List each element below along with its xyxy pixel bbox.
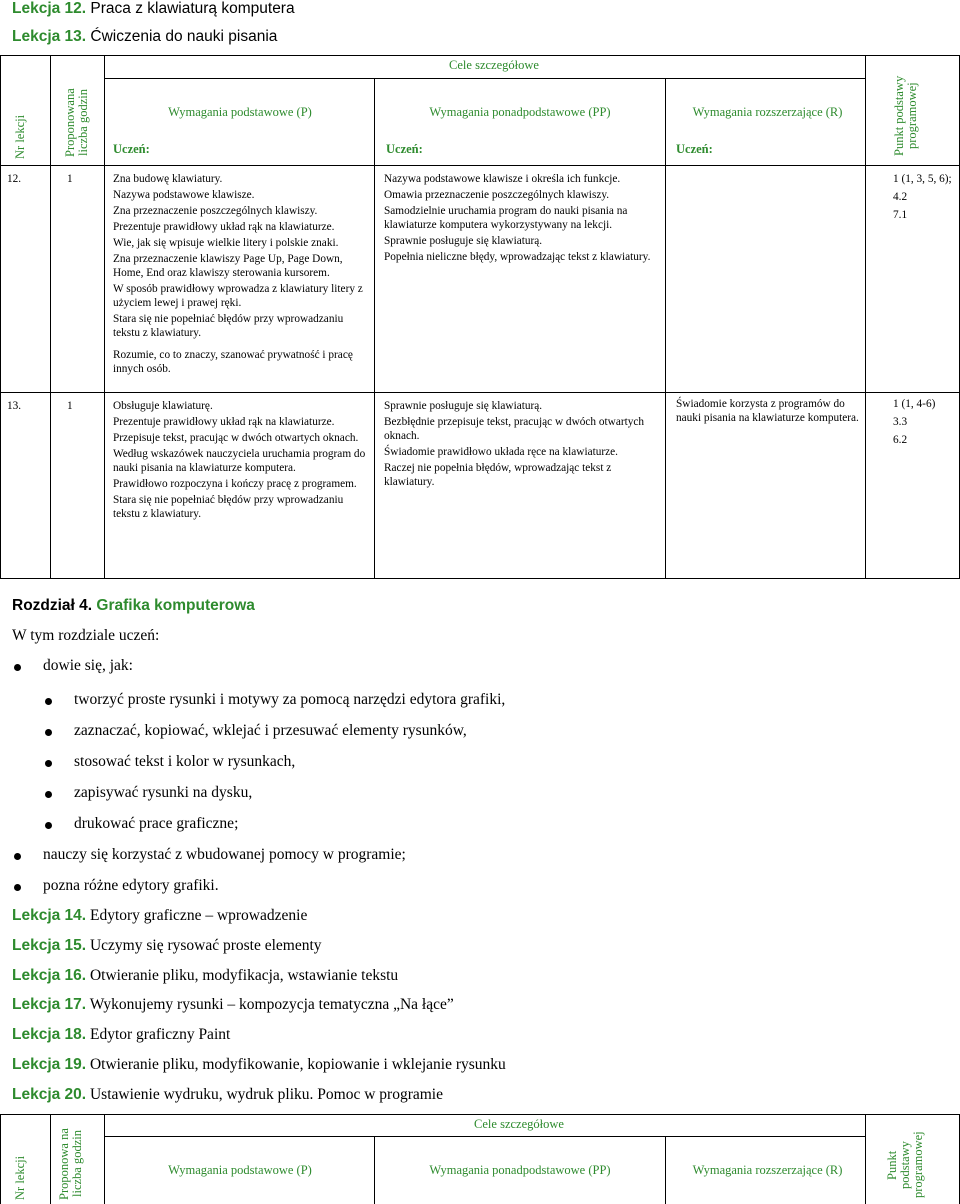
col-pp-header: Wymagania ponadpodstawowe (PP) xyxy=(429,1163,611,1177)
bullet-text: pozna różne edytory grafiki. xyxy=(43,877,219,894)
bullet-dot xyxy=(45,729,52,736)
point-item: 1 (1, 3, 5, 6); xyxy=(893,173,952,185)
bullet-item xyxy=(43,846,406,864)
bullet-dot xyxy=(45,822,52,829)
point-item: 1 (1, 4-6) xyxy=(893,398,936,410)
chapter-heading xyxy=(12,597,255,615)
bullet-dot xyxy=(45,760,52,767)
row-13-points xyxy=(893,397,955,450)
lesson-label: Lekcja 19. xyxy=(12,1056,87,1073)
goals-header: Cele szczegółowe xyxy=(474,1117,564,1131)
col-hours-header: Proponowana liczba godzin xyxy=(63,88,90,158)
lesson-label: Lekcja 15. xyxy=(12,937,87,954)
req-item: Przepisuje tekst, pracując w dwóch otwartych oknach. xyxy=(113,432,359,444)
lesson-title: Edytory graficzne – wprowadzenie xyxy=(89,907,308,924)
lesson-13-heading xyxy=(12,28,277,46)
bullet-item xyxy=(43,657,133,675)
row-13-nr: 13. xyxy=(7,400,22,412)
lesson-title: Ustawienie wydruku, wydruk pliku. Pomoc w programie xyxy=(89,1086,443,1103)
bullet-text: zapisywać rysunki na dysku, xyxy=(74,784,253,801)
lesson-14-heading xyxy=(12,907,307,925)
req-item: Popełnia nieliczne błędy, wprowadzając tekst z klawiatury. xyxy=(384,251,651,263)
req-item: Prezentuje prawidłowy układ rąk na klawiaturze. xyxy=(113,416,335,428)
lesson-20-heading xyxy=(12,1086,443,1104)
col-r-header: Wymagania rozszerzające (R) xyxy=(692,1163,843,1177)
lesson-title: Otwieranie pliku, modyfikowanie, kopiowanie i wklejanie rysunku xyxy=(89,1056,506,1073)
col-point-header: Punkt podstawy programowej xyxy=(885,1131,925,1199)
sub-bullet-item xyxy=(74,815,238,833)
bullet-text: tworzyć proste rysunki i motywy za pomocą narzędzi edytora grafiki, xyxy=(74,691,506,708)
lesson-label: Lekcja 18. xyxy=(12,1026,87,1043)
col-hours-header: Proponowa na liczba godzin xyxy=(57,1128,84,1200)
lesson-19-heading xyxy=(12,1056,506,1074)
row-12-pp xyxy=(384,172,662,266)
req-item: Omawia przeznaczenie poszczególnych klawiszy. xyxy=(384,189,610,201)
lesson-label: Lekcja 17. xyxy=(12,996,87,1013)
sub-bullet-item xyxy=(74,753,295,771)
req-item: W sposób prawidłowy wprowadza z klawiatury litery z użyciem lewej i prawej ręki. xyxy=(113,283,363,309)
lesson-title: Uczymy się rysować proste elementy xyxy=(89,937,322,954)
lesson-label: Lekcja 16. xyxy=(12,967,87,984)
uczen-label-r: Uczeń: xyxy=(676,142,713,156)
req-item: Świadomie prawidłowo układa ręce na klawiaturze. xyxy=(384,446,619,458)
lesson-title: Edytor graficzny Paint xyxy=(89,1026,231,1043)
req-item: Nazywa podstawowe klawisze. xyxy=(113,189,255,201)
col-nr-header: Nr lekcji xyxy=(13,1155,27,1201)
req-item: Według wskazówek nauczyciela uruchamia program do nauki pisania na klawiaturze komputera. xyxy=(113,448,366,474)
col-r-header: Wymagania rozszerzające (R) xyxy=(692,105,843,119)
lesson-18-heading xyxy=(12,1026,230,1044)
bullet-text: dowie się, jak: xyxy=(43,657,133,674)
row-13-r xyxy=(676,397,862,427)
goals-header: Cele szczegółowe xyxy=(449,58,539,72)
req-item: Prawidłowo rozpoczyna i kończy pracę z programem. xyxy=(113,478,357,490)
req-item: Prezentuje prawidłowy układ rąk na klawiaturze. xyxy=(113,221,335,233)
row-13-pp xyxy=(384,399,654,491)
lesson-title: Ćwiczenia do nauki pisania xyxy=(90,28,278,45)
bullet-text: stosować tekst i kolor w rysunkach, xyxy=(74,753,296,770)
req-item: Bezbłędnie przepisuje tekst, pracując w dwóch otwartych oknach. xyxy=(384,416,645,442)
req-item: Świadomie korzysta z programów do nauki pisania na klawiaturze komputera. xyxy=(676,398,859,424)
row-13-hours: 1 xyxy=(67,400,73,412)
bullet-dot xyxy=(45,698,52,705)
lesson-label: Lekcja 14. xyxy=(12,907,87,924)
lesson-title: Wykonujemy rysunki – kompozycja tematyczna „Na łące” xyxy=(89,996,454,1013)
req-item: Samodzielnie uruchamia program do nauki pisania na klawiaturze komputera wykorzystywany na lekcji. xyxy=(384,205,628,231)
chapter-title: Grafika komputerowa xyxy=(96,597,255,614)
point-item: 3.3 xyxy=(893,416,908,428)
row-12-p xyxy=(113,172,369,378)
req-item: Zna przeznaczenie klawiszy Page Up, Page Down, Home, End oraz klawiszy sterowania kursorem. xyxy=(113,253,343,279)
sub-bullet-item xyxy=(74,722,467,740)
lesson-label: Lekcja 13. xyxy=(12,28,87,45)
lesson-title: Praca z klawiaturą komputera xyxy=(90,0,295,17)
bullet-dot xyxy=(14,853,21,860)
lesson-15-heading xyxy=(12,937,322,955)
req-item: Zna budowę klawiatury. xyxy=(113,173,223,185)
req-item: Stara się nie popełniać błędów przy wprowadzaniu tekstu z klawiatury. xyxy=(113,313,344,339)
lesson-label: Lekcja 20. xyxy=(12,1086,87,1103)
sub-bullet-item xyxy=(74,691,505,709)
chapter-label: Rozdział 4. xyxy=(12,597,93,614)
lesson-label: Lekcja 12. xyxy=(12,0,87,17)
bullet-text: nauczy się korzystać z wbudowanej pomocy w programie; xyxy=(43,846,406,863)
point-item: 6.2 xyxy=(893,434,908,446)
col-p-header: Wymagania podstawowe (P) xyxy=(168,105,312,119)
sub-bullet-item xyxy=(74,784,252,802)
lesson-title: Otwieranie pliku, modyfikacja, wstawianie tekstu xyxy=(89,967,399,984)
lesson-12-heading xyxy=(12,0,295,18)
row-12-hours: 1 xyxy=(67,173,73,185)
col-point-header: Punkt podstawy programowej xyxy=(892,75,919,157)
uczen-label-pp: Uczeń: xyxy=(386,142,423,156)
bullet-text: drukować prace graficzne; xyxy=(74,815,239,832)
uczen-label-p: Uczeń: xyxy=(113,142,150,156)
req-item: Zna przeznaczenie poszczególnych klawiszy. xyxy=(113,205,318,217)
req-item: Raczej nie popełnia błędów, wprowadzając tekst z klawiatury. xyxy=(384,462,612,488)
bullet-dot xyxy=(14,884,21,891)
row-13-p xyxy=(113,399,369,523)
lesson-17-heading xyxy=(12,996,454,1014)
col-p-header: Wymagania podstawowe (P) xyxy=(168,1163,312,1177)
bullet-item xyxy=(43,877,219,895)
row-12-nr: 12. xyxy=(7,173,22,185)
req-item: Obsługuje klawiaturę. xyxy=(113,400,213,412)
row-12-points xyxy=(893,172,955,225)
bullet-text: zaznaczać, kopiować, wklejać i przesuwać elementy rysunków, xyxy=(74,722,467,739)
point-item: 4.2 xyxy=(893,191,908,203)
point-item: 7.1 xyxy=(893,209,908,221)
bullet-dot xyxy=(45,791,52,798)
req-item: Nazywa podstawowe klawisze i określa ich funkcje. xyxy=(384,173,621,185)
req-item: Sprawnie posługuje się klawiaturą. xyxy=(384,235,543,247)
col-pp-header: Wymagania ponadpodstawowe (PP) xyxy=(429,105,611,119)
col-nr-header: Nr lekcji xyxy=(13,114,27,160)
lesson-16-heading xyxy=(12,967,398,985)
bullet-dot xyxy=(14,664,21,671)
req-item: Wie, jak się wpisuje wielkie litery i polskie znaki. xyxy=(113,237,339,249)
req-item: Stara się nie popełniać błędów przy wprowadzaniu tekstu z klawiatury. xyxy=(113,494,344,520)
chapter-intro: W tym rozdziale uczeń: xyxy=(12,627,160,644)
req-item: Sprawnie posługuje się klawiaturą. xyxy=(384,400,543,412)
req-item: Rozumie, co to znaczy, szanować prywatność i pracę innych osób. xyxy=(113,349,353,375)
